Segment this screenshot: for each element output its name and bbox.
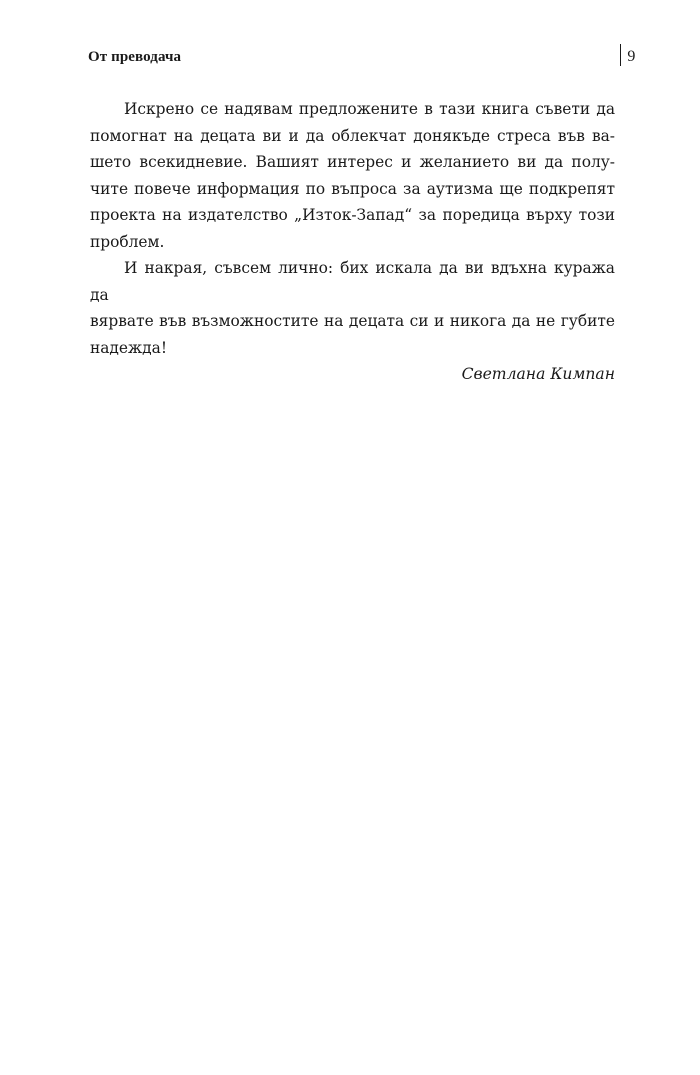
text-line: чите повече информация по въпроса за аутизма ще подкрепят — [90, 179, 615, 198]
body-text — [90, 96, 615, 388]
text-line: проекта на издателство „Изток-Запад“ за поредица върху този — [90, 206, 615, 224]
paragraph-1 — [90, 96, 615, 255]
folio-rule — [620, 44, 621, 66]
folio — [620, 41, 635, 69]
author-signature: Светлана Кимпан — [461, 365, 615, 383]
text-line: шето всекидневие. Вашият интерес и желанието ви да полу- — [90, 153, 615, 171]
text-line: И накрая, съвсем лично: бих искала да ви вдъхна куража да — [90, 259, 615, 304]
text-line: проблем. — [90, 232, 165, 251]
text-line: вярвате във възможностите на децата си и никога да не губите — [90, 312, 615, 330]
text-line: помогнат на децата ви и да облекчат донякъде стреса във ва- — [90, 126, 615, 145]
text-line: Искрено се надявам предложените в тази книга съвети да — [124, 100, 615, 118]
running-head: От преводача — [88, 49, 182, 65]
paragraph-2 — [90, 255, 615, 361]
page-number: 9 — [627, 48, 636, 65]
text-line: надежда! — [90, 338, 168, 357]
